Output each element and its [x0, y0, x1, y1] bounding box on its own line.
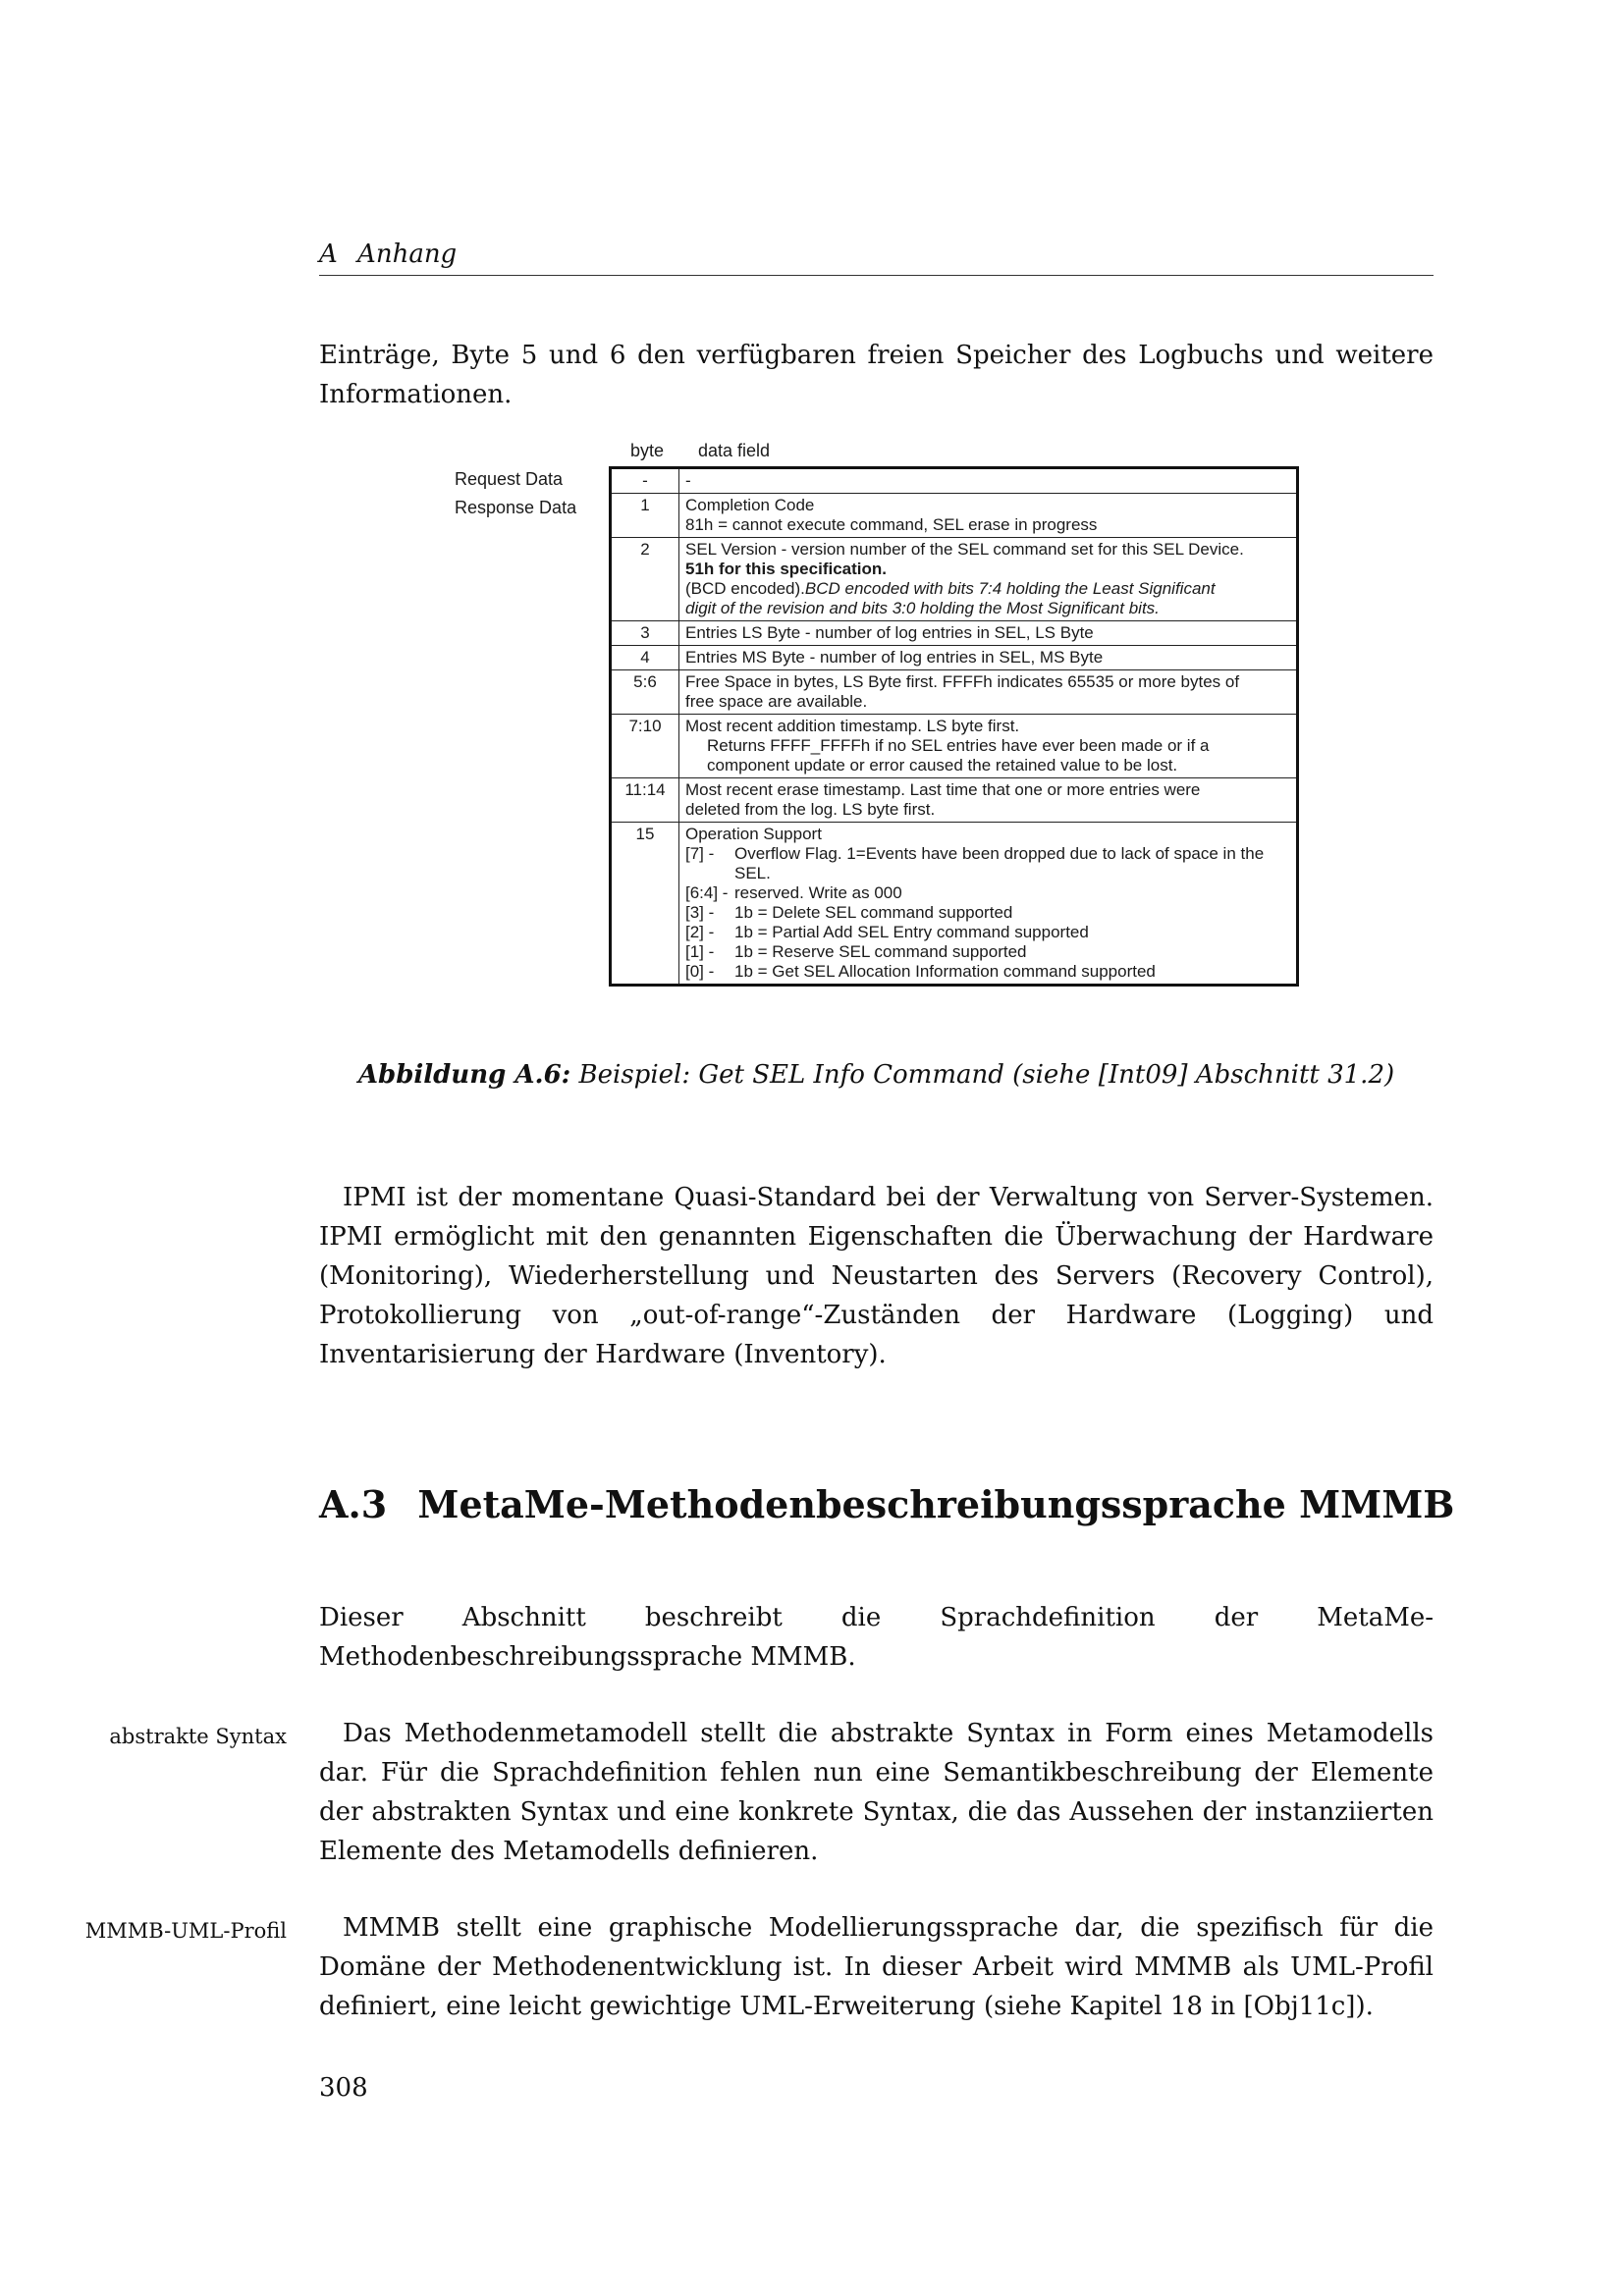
byte-cell: 11:14 — [611, 778, 679, 823]
table-row — [611, 646, 1298, 670]
field-cell — [679, 538, 1298, 621]
table-row — [611, 494, 1298, 538]
ipmi-paragraph: IPMI ist der momentane Quasi-Standard bei der Verwaltung von Server-Systemen. IPMI ermöglicht mit den genannten Eigenschaften die Überwachung der Hardware (Monitoring), Wiederherstellung und Neustarten des Servers (Recovery Control), Protokollierung von „out-of-range“-Zuständen der Hardware (Logging) und Inventarisierung der Hardware (Inventory). — [319, 1183, 1434, 1369]
table-row — [611, 715, 1298, 778]
bit-desc: 1b = Delete SEL command supported — [734, 903, 1013, 922]
bit-key: [6:4] - — [685, 883, 729, 902]
field-cell — [679, 778, 1298, 823]
bit-key: [3] - — [685, 903, 715, 922]
section-title: MetaMe-Methodenbeschreibungssprache MMMB — [417, 1482, 1455, 1526]
uml-profile-paragraph: MMMB stellt eine graphische Modellierungssprache dar, die spezifisch für die Domäne der Methodenentwicklung ist. In dieser Arbeit wird MMMB als UML-Profil definiert, eine leicht gewichtige UML-Erweiterung (siehe Kapitel 18 in [Obj11c]). — [319, 1913, 1434, 2021]
field-line: Entries MS Byte - number of log entries in SEL, MS Byte — [685, 648, 1104, 667]
column-header-data-field: data field — [698, 441, 771, 460]
field-line: SEL Version - version number of the SEL command set for this SEL Device. — [685, 540, 1244, 559]
margin-note-abstract-syntax: abstrakte Syntax — [109, 1725, 287, 1748]
table-row — [611, 621, 1298, 646]
field-cell — [679, 621, 1298, 646]
section-number: A.3 — [319, 1482, 388, 1526]
section-heading — [319, 1482, 1454, 1526]
section-intro-paragraph: Dieser Abschnitt beschreibt die Sprachdefinition der MetaMe-Methodenbeschreibungssprache MMMB. — [319, 1603, 1434, 1672]
field-line: Completion Code — [685, 496, 815, 514]
bit-desc: 1b = Reserve SEL command supported — [734, 942, 1027, 961]
bit-key: [0] - — [685, 962, 715, 981]
bit-key: [1] - — [685, 942, 715, 961]
field-line: Entries LS Byte - number of log entries in SEL, LS Byte — [685, 623, 1094, 642]
op-support-bit — [685, 962, 1290, 982]
op-support-bit — [685, 903, 1290, 923]
field-line: Most recent addition timestamp. LS byte first. — [685, 717, 1020, 735]
field-line: digit of the revision and bits 3:0 holding the Most Significant bits. — [685, 599, 1160, 617]
column-header-byte: byte — [630, 441, 665, 460]
field-cell — [679, 823, 1298, 986]
byte-cell: 7:10 — [611, 715, 679, 778]
op-support-bit — [685, 942, 1290, 962]
field-line: component update or error caused the retained value to be lost. — [707, 756, 1178, 774]
bit-key: [2] - — [685, 923, 715, 941]
field-cell — [679, 670, 1298, 715]
intro-paragraph: Einträge, Byte 5 und 6 den verfügbaren freien Speicher des Logbuchs und weitere Informationen. — [319, 341, 1434, 409]
op-support-bit — [685, 923, 1290, 942]
sel-info-figure — [447, 437, 1311, 1026]
field-cell: - — [679, 468, 1298, 494]
chapter-number: A — [319, 240, 338, 269]
field-cell — [679, 715, 1298, 778]
table-row — [611, 468, 1298, 494]
figure-caption — [319, 1060, 1434, 1090]
field-line-part: BCD encoded with bits 7:4 holding the Least Significant — [804, 579, 1216, 598]
bit-desc: 1b = Partial Add SEL Entry command supported — [734, 923, 1089, 941]
field-line: Operation Support — [685, 825, 822, 843]
field-line: 51h for this specification. — [685, 560, 887, 578]
sel-info-table — [609, 466, 1299, 987]
field-line: Free Space in bytes, LS Byte first. FFFFh indicates 65535 or more bytes of — [685, 672, 1240, 691]
field-line: deleted from the log. LS byte first. — [685, 800, 936, 819]
caption-label: Abbildung A.6: — [357, 1060, 571, 1090]
request-data-label: Request Data — [455, 469, 564, 489]
chapter-title: Anhang — [357, 240, 458, 269]
byte-cell: 15 — [611, 823, 679, 986]
byte-cell: 2 — [611, 538, 679, 621]
page-number: 308 — [319, 2073, 368, 2103]
op-support-bit — [685, 844, 1290, 883]
field-line: Most recent erase timestamp. Last time that one or more entries were — [685, 780, 1201, 799]
byte-cell: 1 — [611, 494, 679, 538]
field-line: free space are available. — [685, 692, 868, 711]
field-cell — [679, 646, 1298, 670]
byte-cell: 3 — [611, 621, 679, 646]
field-cell — [679, 494, 1298, 538]
abstract-syntax-paragraph: Das Methodenmetamodell stellt die abstrakte Syntax in Form eines Metamodells dar. Für die Sprachdefinition fehlen nun eine Semantikbeschreibung der Elemente der abstrakten Syntax und eine konkrete Syntax, die das Aussehen der instanziierten Elemente des Metamodells definieren. — [319, 1719, 1434, 1866]
running-header — [319, 240, 1434, 276]
field-line: 81h = cannot execute command, SEL erase in progress — [685, 515, 1098, 534]
table-row — [611, 538, 1298, 621]
byte-cell: - — [611, 468, 679, 494]
bit-desc: 1b = Get SEL Allocation Information command supported — [734, 962, 1156, 981]
field-line: Returns FFFF_FFFFh if no SEL entries have ever been made or if a — [707, 736, 1210, 755]
table-row — [611, 670, 1298, 715]
op-support-bit — [685, 883, 1290, 903]
response-data-label: Response Data — [455, 498, 577, 517]
byte-cell: 4 — [611, 646, 679, 670]
field-line — [685, 579, 1290, 599]
margin-note-uml-profile: MMMB-UML-Profil — [84, 1919, 287, 1943]
table-row — [611, 823, 1298, 986]
byte-cell: 5:6 — [611, 670, 679, 715]
bit-key: [7] - — [685, 844, 715, 863]
bit-desc: reserved. Write as 000 — [734, 883, 902, 902]
field-line-part: (BCD encoded). — [685, 579, 805, 598]
bit-desc: Overflow Flag. 1=Events have been dropped due to lack of space in the SEL. — [734, 844, 1265, 882]
caption-text: Beispiel: Get SEL Info Command (siehe [Int09] Abschnitt 31.2) — [578, 1060, 1395, 1090]
table-row — [611, 778, 1298, 823]
